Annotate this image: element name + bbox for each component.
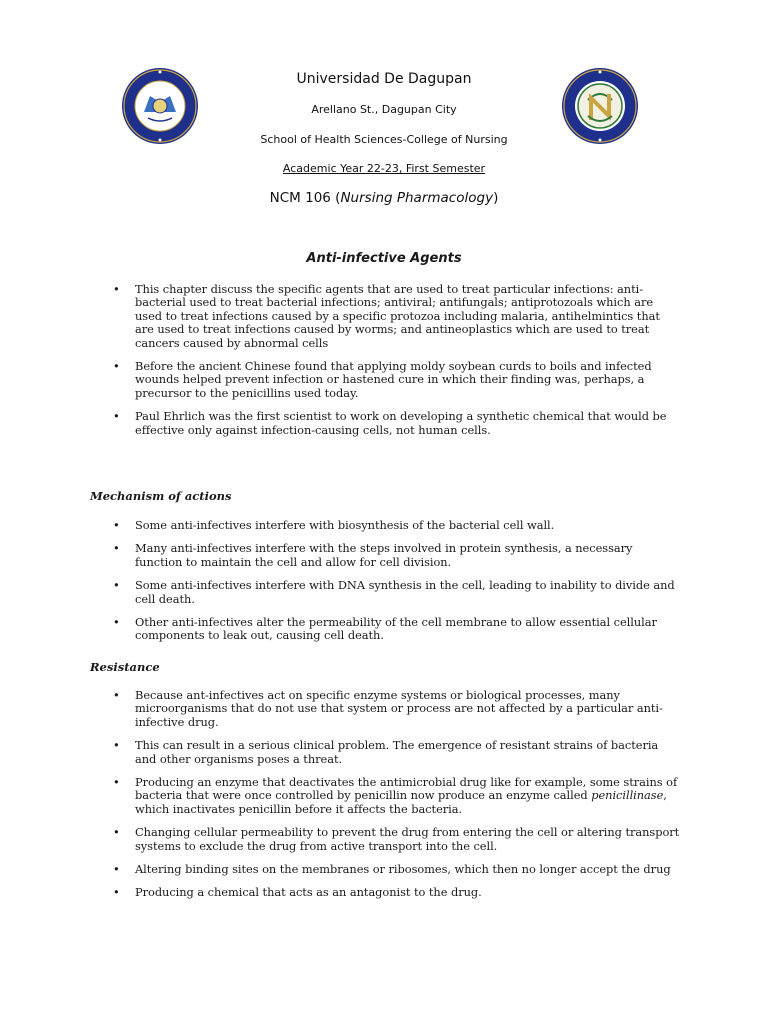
course-title <box>0 190 768 206</box>
course-code: NCM 106 ( <box>269 190 341 206</box>
list-item <box>110 776 680 816</box>
course-close: ) <box>493 190 499 206</box>
enzyme-text-after: , which inactivates penicillin before it affects the bacteria. <box>135 788 667 816</box>
list-item: • This can result in a serious clinical problem. The emergence of resistant strains of bacteria and other organisms poses a threat. <box>110 739 680 766</box>
list-item: • Some anti-infectives interfere with DNA synthesis in the cell, leading to inability to divide and cell death. <box>110 579 680 606</box>
list-item: • Altering binding sites on the membranes or ribosomes, which then no longer accept the drug <box>110 863 680 876</box>
document-header <box>0 0 768 220</box>
penicillinase-term: penicillinase <box>591 788 664 803</box>
course-name: Nursing Pharmacology <box>340 190 494 206</box>
list-item: • Other anti-infectives alter the permeability of the cell membrane to allow essential cellular components to leak out, causing cell death. <box>110 616 680 643</box>
resistance-list <box>110 689 680 910</box>
list-item: • Producing a chemical that acts as an antagonist to the drug. <box>110 886 680 899</box>
list-item: • Many anti-infectives interfere with the steps involved in protein synthesis, a necessary function to maintain the cell and allow for cell division. <box>110 542 680 569</box>
resistance-heading: Resistance <box>90 660 160 674</box>
school-name: School of Health Sciences-College of Nursing <box>260 133 508 146</box>
list-item: • This chapter discuss the specific agents that are used to treat particular infections: anti-bacterial used to treat bacterial infections; antiviral; antifungals; antiprotozoals which are used to treat infections caused by a specific protozoa including malaria, antihelmintics that are used to treat infections caused by worms; and antineoplastics which are used to treat cancers caused by abnormal cells <box>110 283 680 350</box>
enzyme-text-before: Producing an enzyme that deactivates the antimicrobial drug like for example, some strains of bacteria that were once controlled by penicillin now produce an enzyme called <box>135 775 678 803</box>
mechanism-list <box>110 519 680 653</box>
list-item: • Some anti-infectives interfere with biosynthesis of the bacterial cell wall. <box>110 519 680 532</box>
list-item: • Because ant-infectives act on specific enzyme systems or biological processes, many microorganisms that do not use that system or process are not affected by a particular anti-infective drug. <box>110 689 680 729</box>
list-item: • Paul Ehrlich was the first scientist to work on developing a synthetic chemical that would be effective only against infection-causing cells, not human cells. <box>110 410 680 437</box>
list-item: • Changing cellular permeability to prevent the drug from entering the cell or altering transport systems to exclude the drug from active transport into the cell. <box>110 826 680 853</box>
chapter-title: Anti-infective Agents <box>306 251 462 266</box>
university-name: Universidad De Dagupan <box>296 71 472 87</box>
list-item: • Before the ancient Chinese found that applying moldy soybean curds to boils and infected wounds helped prevent infection or hastened cure in which their finding was, perhaps, a precursor to the penicillins used today. <box>110 360 680 400</box>
academic-year: Academic Year 22-23, First Semester <box>282 162 486 175</box>
intro-list <box>110 283 680 447</box>
mechanism-heading: Mechanism of actions <box>90 489 232 503</box>
university-address: Arellano St., Dagupan City <box>311 103 457 116</box>
